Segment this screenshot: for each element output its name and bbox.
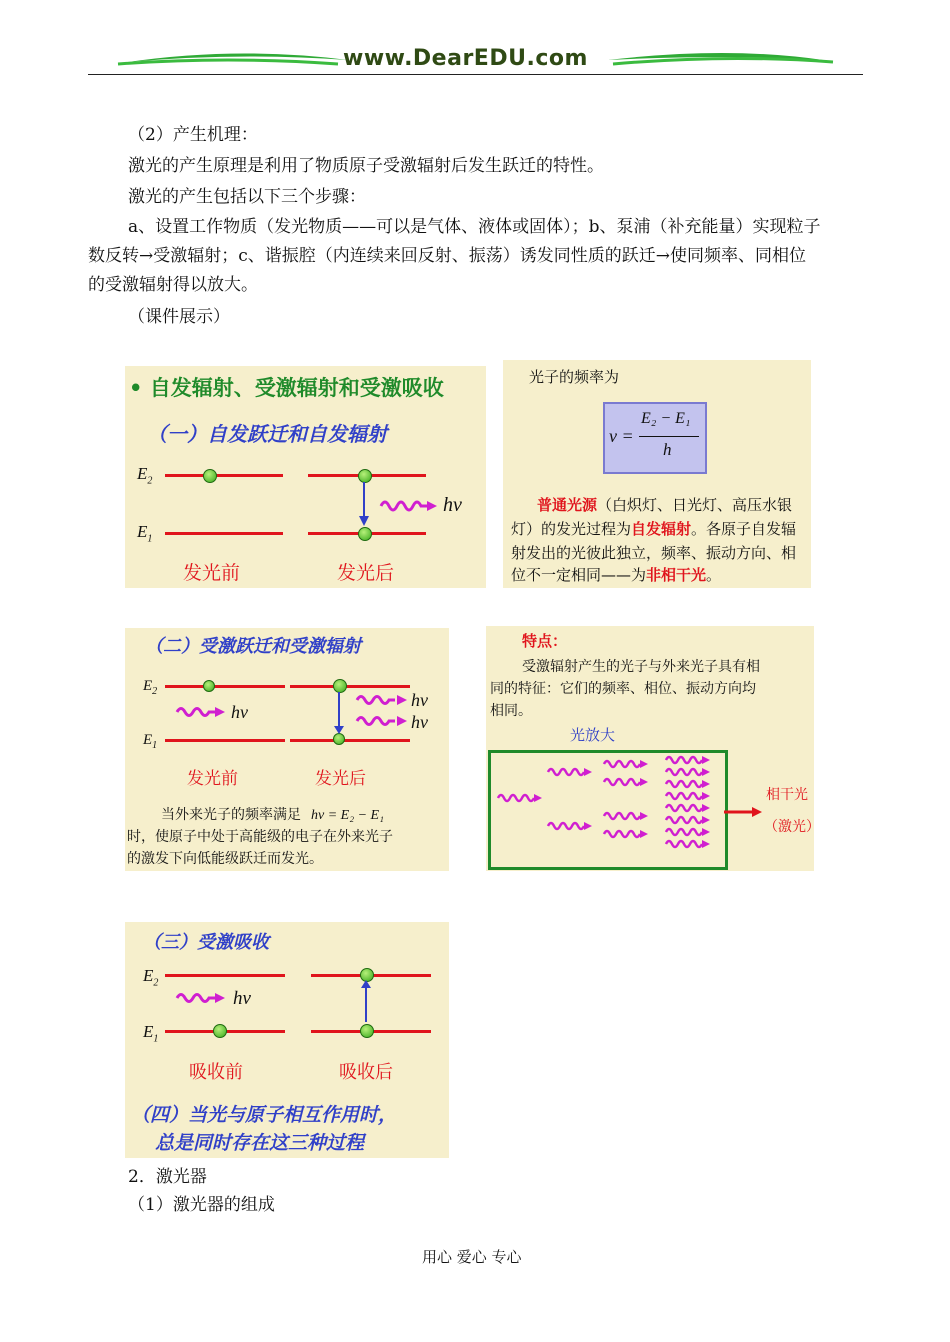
feature-heading: 特点： xyxy=(522,632,568,650)
photon-wave xyxy=(604,779,640,785)
photon-wave xyxy=(666,769,702,775)
para-steps-line1: a、设置工作物质（发光物质——可以是气体、液体或固体）；b、泵浦（补充能量）实现粒子 xyxy=(128,217,821,237)
photon-hv: hν xyxy=(233,988,251,1009)
para-principle: 激光的产生原理是利用了物质原子受激辐射后发生跃迁的特性。 xyxy=(128,156,604,176)
feature-line2: 同的特征：它们的频率、相位、振动方向均 xyxy=(490,681,756,697)
after-label: 发光后 xyxy=(315,769,366,789)
panel-stimulated-emission xyxy=(125,628,449,871)
panel-absorption xyxy=(125,922,449,1158)
e2-label: $E_2$ xyxy=(143,678,158,697)
section-laser: 2．激光器 xyxy=(128,1167,207,1187)
footer-motto: 用心 爱心 专心 xyxy=(422,1248,522,1266)
laser-label: （激光） xyxy=(764,819,820,835)
condition-line2: 时，使原子中处于高能级的电子在外来光子 xyxy=(127,829,393,845)
photon-wave xyxy=(604,813,640,819)
para-steps-line3: 的受激辐射得以放大。 xyxy=(88,275,258,295)
photon-arrow xyxy=(702,756,710,764)
photon-arrow xyxy=(584,822,592,830)
photon-wave xyxy=(604,831,640,837)
photon-wave xyxy=(666,829,702,835)
photon-arrow xyxy=(702,840,710,848)
e1-label: $E_1$ xyxy=(143,1022,159,1045)
freq-text-line1: 普通光源（白炽灯、日光灯、高压水银 xyxy=(537,496,793,514)
panel-spontaneous xyxy=(125,366,486,588)
freq-heading: 光子的频率为 xyxy=(529,368,620,386)
formula-nu: ν = xyxy=(609,426,634,446)
coherent-light-label: 相干光 xyxy=(766,787,808,803)
e2-label: $E_2$ xyxy=(143,966,159,989)
photon-wave xyxy=(604,761,640,767)
photon-arrow xyxy=(584,768,592,776)
photon-arrow xyxy=(640,760,648,768)
panel1-title: • 自发辐射、受激辐射和受激吸收 xyxy=(129,376,444,400)
photon-arrow xyxy=(702,780,710,788)
photon-wave xyxy=(381,502,429,510)
panel-characteristics xyxy=(486,626,820,871)
freq-text-line4: 位不一定相同——为非相干光。 xyxy=(511,566,722,584)
panel5-subtitle: （三）受激吸收 xyxy=(143,932,269,953)
photon-wave xyxy=(498,795,534,801)
panel1-subtitle: （一）自发跃迁和自发辐射 xyxy=(147,422,387,446)
formula-denominator: h xyxy=(663,440,672,459)
e2-label: $E_2$ xyxy=(137,464,153,487)
photon-arrow xyxy=(702,792,710,800)
after-label: 发光后 xyxy=(337,562,395,584)
amplification-label: 光放大 xyxy=(570,726,616,744)
photon-wave xyxy=(548,823,584,829)
summary-line2: 总是同时存在这三种过程 xyxy=(155,1132,365,1154)
freq-text-line2: 灯）的发光过程为自发辐射。各原子自发辐 xyxy=(511,520,797,538)
photon-arrow xyxy=(702,828,710,836)
feature-line1: 受激辐射产生的光子与外来光子具有相 xyxy=(522,659,760,675)
panel3-subtitle: （二）受激跃迁和受激辐射 xyxy=(145,636,361,657)
feature-line3: 相同。 xyxy=(490,703,532,719)
summary-line1: （四）当光与原子相互作用时， xyxy=(131,1104,398,1126)
photon-hv: hν xyxy=(231,702,248,722)
para-steps-intro: 激光的产生包括以下三个步骤： xyxy=(128,187,366,207)
section-mechanism: （2）产生机理： xyxy=(128,125,258,145)
para-steps-line2: 数反转→受激辐射；c、谐振腔（内连续来回反射、振荡）诱发同性质的跃迁→使同频率、同相位 xyxy=(88,246,807,266)
courseware-note: （课件展示） xyxy=(128,307,230,327)
photon-hv: hν xyxy=(443,494,462,516)
photon-hv: hν xyxy=(411,690,428,710)
e1-label: $E_1$ xyxy=(137,522,153,545)
photon-wave xyxy=(666,781,702,787)
photon-wave xyxy=(666,805,702,811)
formula-numerator: E₂ − E₁ xyxy=(641,410,691,427)
fraction-bar xyxy=(639,436,699,437)
freq-text-line3: 射发出的光彼此独立，频率、振动方向、相 xyxy=(511,544,797,562)
before-label: 发光前 xyxy=(187,769,238,789)
e1-label: $E_1$ xyxy=(143,732,158,751)
photon-arrow xyxy=(640,778,648,786)
photon-wave xyxy=(548,769,584,775)
photon-wave xyxy=(666,817,702,823)
photon-arrow xyxy=(534,794,542,802)
section-composition: （1）激光器的组成 xyxy=(128,1195,275,1215)
photon-arrow xyxy=(640,830,648,838)
photon-hv: hν xyxy=(411,712,428,732)
header-rule xyxy=(88,74,863,75)
photon-wave xyxy=(666,793,702,799)
condition-line1: 当外来光子的频率满足 hν = E₂ − E₁ xyxy=(161,807,384,823)
photon-arrow xyxy=(702,768,710,776)
photon-arrow xyxy=(702,816,710,824)
panel-frequency xyxy=(503,360,811,588)
photon-arrow xyxy=(640,812,648,820)
before-label: 发光前 xyxy=(183,562,241,584)
condition-line3: 的激发下向低能级跃迁而发光。 xyxy=(127,851,323,867)
after-label: 吸收后 xyxy=(339,1062,393,1083)
transition-arrow xyxy=(125,366,486,588)
photon-wave xyxy=(666,757,702,763)
photon-wave xyxy=(666,841,702,847)
logo-text[interactable]: www.DearEDU.com xyxy=(343,46,588,71)
photon-arrow xyxy=(702,804,710,812)
before-label: 吸收前 xyxy=(189,1062,243,1083)
